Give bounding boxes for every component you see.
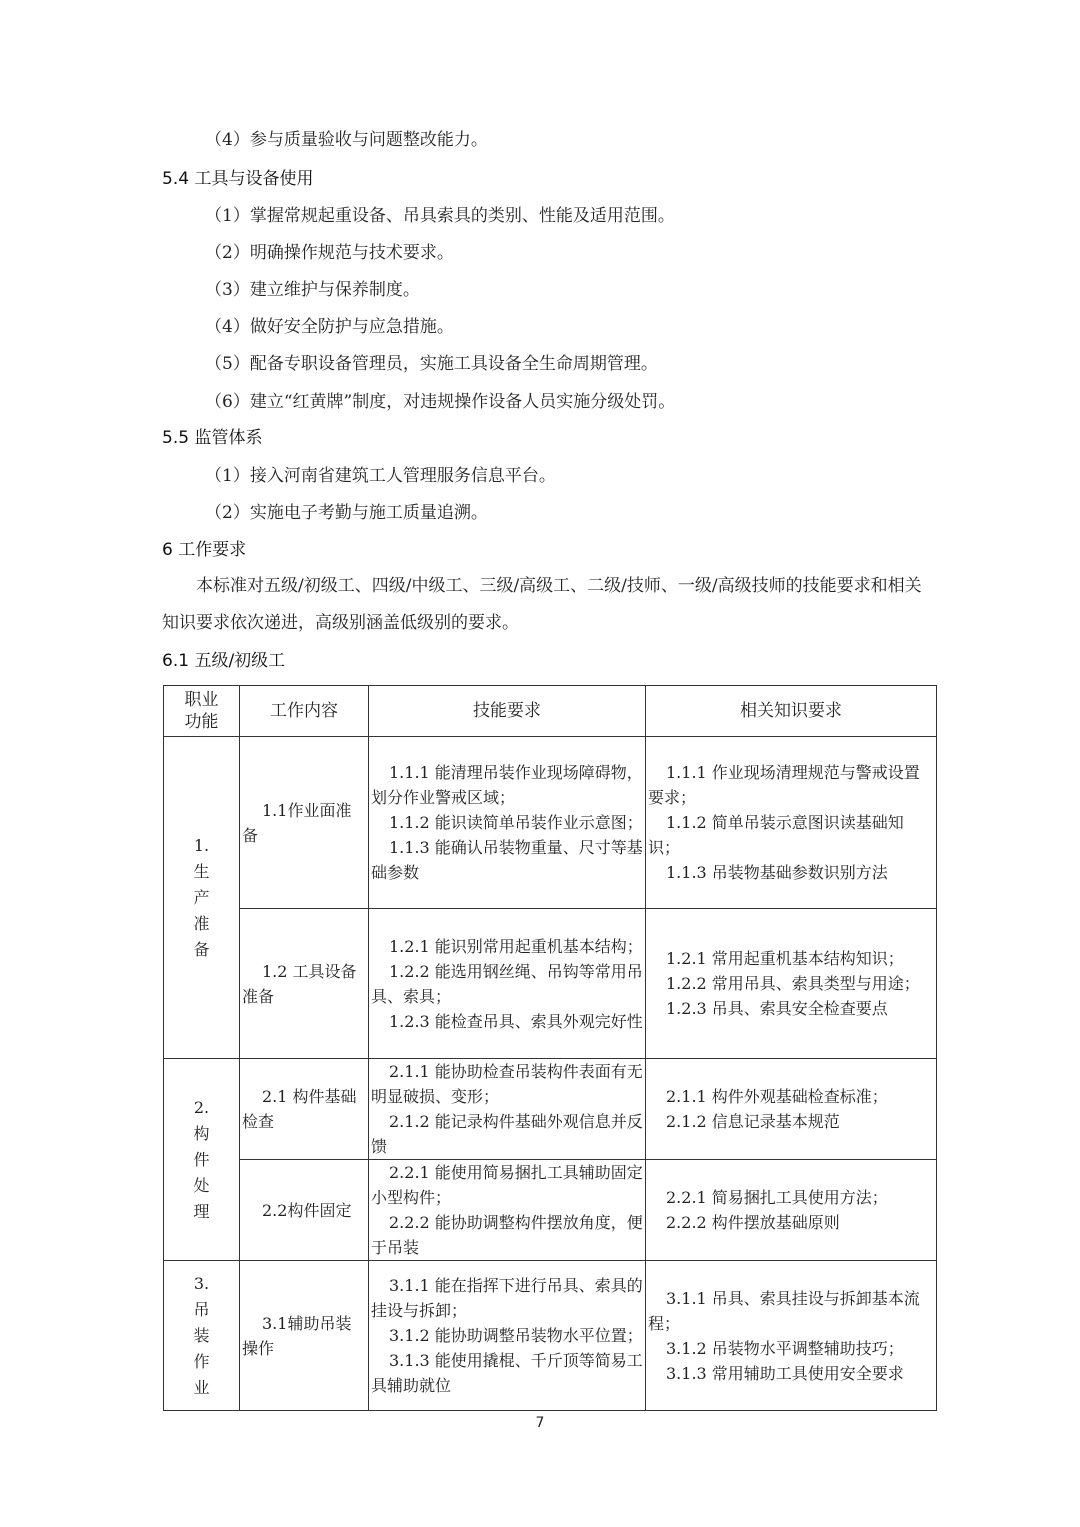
function-cell: 2.构件处理 [164,1059,240,1261]
skill-cell: 2.2.1 能使用简易捆扎工具辅助固定小型构件； 2.2.2 能协助调整构件摆放角度，便于吊装 [369,1160,646,1261]
content-cell: 1.1作业面准备 [240,737,369,909]
list-item-5-5-2: （2）实施电子考勤与施工质量追溯。 [205,503,488,523]
table-row [164,1261,937,1411]
knowledge-cell: 1.2.1 常用起重机基本结构知识； 1.2.2 常用吊具、索具类型与用途； 1.2.3 吊具、索具安全检查要点 [646,909,937,1059]
skill-cell: 3.1.1 能在指挥下进行吊具、索具的挂设与拆卸； 3.1.2 能协助调整吊装物水平位置； 3.1.3 能使用撬棍、千斤顶等简易工具辅助就位 [369,1261,646,1411]
list-item-5-5-1: （1）接入河南省建筑工人管理服务信息平台。 [205,466,556,486]
list-item-5-3-4: （4）参与质量验收与问题整改能力。 [205,130,488,150]
list-item-5-4-1: （1）掌握常规起重设备、吊具索具的类别、性能及适用范围。 [205,206,675,226]
content-cell: 2.2构件固定 [240,1160,369,1261]
list-item-5-4-4: （4）做好安全防护与应急措施。 [205,317,454,337]
knowledge-cell: 2.1.1 构件外观基础检查标准； 2.1.2 信息记录基本规范 [646,1059,937,1160]
knowledge-cell: 2.2.1 简易捆扎工具使用方法； 2.2.2 构件摆放基础原则 [646,1160,937,1261]
content-cell: 1.2 工具设备准备 [240,909,369,1059]
header-knowledge-req: 相关知识要求 [646,686,937,737]
section-6-body: 本标准对五级/初级工、四级/中级工、三级/高级工、二级/技师、一级/高级技师的技能要求和相关知识要求依次递进，高级别涵盖低级别的要求。 [162,576,922,633]
list-item-5-4-6: （6）建立“红黄牌”制度，对违规操作设备人员实施分级处罚。 [205,392,676,412]
list-item-5-4-3: （3）建立维护与保养制度。 [205,280,420,300]
knowledge-cell: 3.1.1 吊具、索具挂设与拆卸基本流程； 3.1.2 吊装物水平调整辅助技巧； 3.1.3 常用辅助工具使用安全要求 [646,1261,937,1411]
content-cell: 2.1 构件基础检查 [240,1059,369,1160]
section-6-1-heading: 6.1 五级/初级工 [162,651,286,671]
header-skill-req: 技能要求 [369,686,646,737]
table-row [164,737,937,909]
skill-requirements-table [163,685,937,1411]
list-item-5-4-5: （5）配备专职设备管理员，实施工具设备全生命周期管理。 [205,354,658,374]
skill-cell: 1.1.1 能清理吊装作业现场障碍物，划分作业警戒区域； 1.1.2 能识读简单吊装作业示意图； 1.1.3 能确认吊装物重量、尺寸等基础参数 [369,737,646,909]
function-cell: 3.吊装作业 [164,1261,240,1411]
skill-cell: 1.2.1 能识别常用起重机基本结构； 1.2.2 能选用钢丝绳、吊钩等常用吊具、索具； 1.2.3 能检查吊具、索具外观完好性 [369,909,646,1059]
section-5-4-heading: 5.4 工具与设备使用 [162,169,314,189]
content-cell: 3.1辅助吊装操作 [240,1261,369,1411]
table-row [164,1059,937,1160]
header-work-content: 工作内容 [240,686,369,737]
header-function: 职业功能 [164,686,240,737]
knowledge-cell: 1.1.1 作业现场清理规范与警戒设置要求； 1.1.2 简单吊装示意图识读基础知识； 1.1.3 吊装物基础参数识别方法 [646,737,937,909]
table-header-row [164,686,937,737]
table-row [164,1160,937,1261]
section-6-heading: 6 工作要求 [162,540,247,560]
list-item-5-4-2: （2）明确操作规范与技术要求。 [205,243,454,263]
table-row [164,909,937,1059]
function-cell: 1.生产准备 [164,737,240,1059]
section-5-5-heading: 5.5 监管体系 [162,428,263,448]
page-number: 7 [535,1415,545,1431]
skill-cell: 2.1.1 能协助检查吊装构件表面有无明显破损、变形； 2.1.2 能记录构件基础外观信息并反馈 [369,1059,646,1160]
